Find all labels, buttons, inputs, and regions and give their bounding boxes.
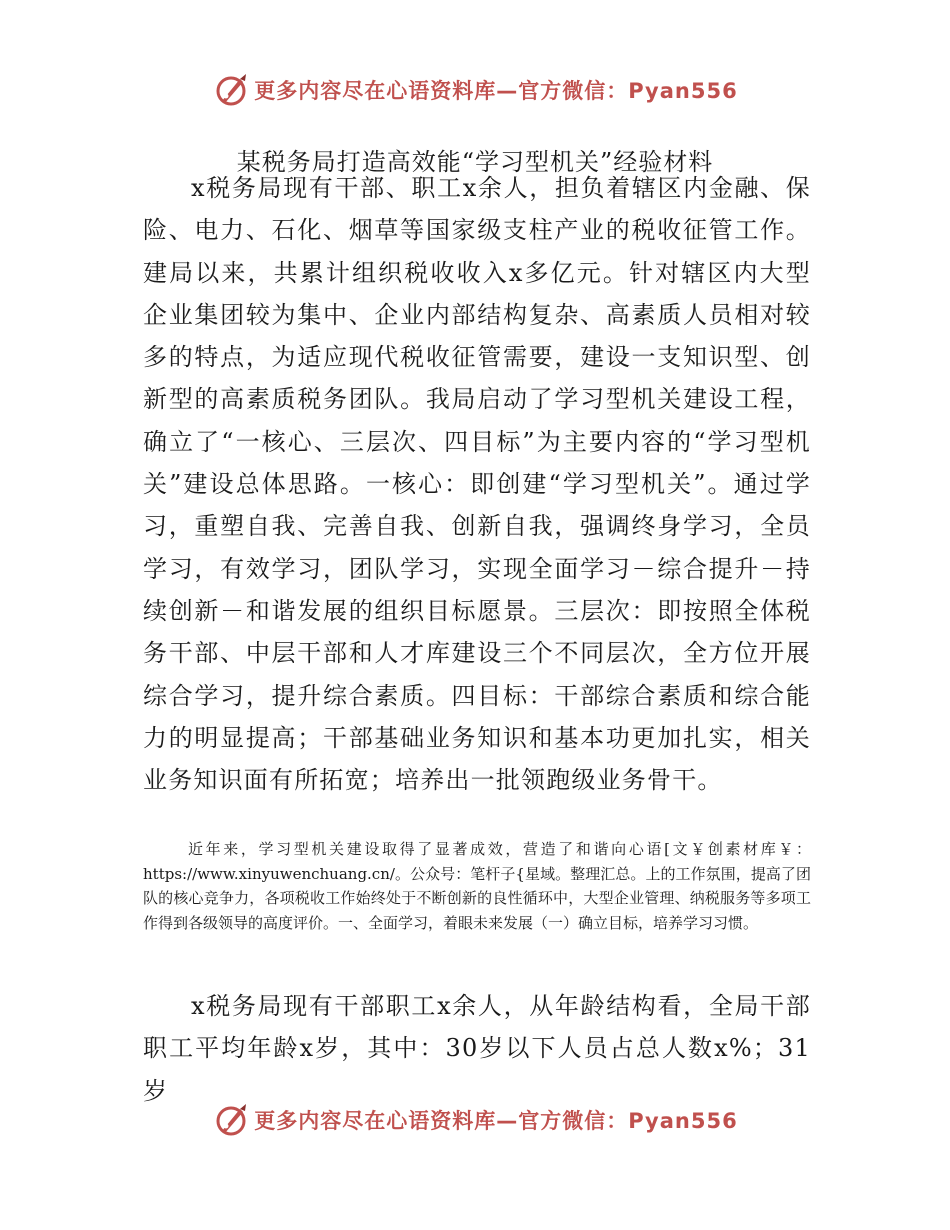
footer-banner-text: 更多内容尽在心语资料库—官方微信：Pyan556 [254, 1109, 738, 1133]
header-banner-text: 更多内容尽在心语资料库—官方微信：Pyan556 [254, 79, 738, 103]
paragraph-1: x税务局现有干部、职工x余人，担负着辖区内金融、保险、电力、石化、烟草等国家级支柱产业的税收征管工作。建局以来，共累计组织税收收入x多亿元。针对辖区内大型企业集团较为集中、企业内部结构复杂、高素质人员相对较多的特点，为适应现代税收征管需要，建设一支知识型、创新型的高素质税务团队。我局启动了学习型机关建设工程，确立了“一核心、三层次、四目标”为主要内容的“学习型机关”建设总体思路。一核心：即创建“学习型机关”。通过学习，重塑自我、完善自我、创新自我，强调终身学习，全员学习，有效学习，团队学习，实现全面学习－综合提升－持续创新－和谐发展的组织目标愿景。三层次：即按照全体税务干部、中层干部和人才库建设三个不同层次，全方位开展综合学习，提升综合素质。四目标：干部综合素质和综合能力的明显提高；干部基础业务知识和基本功更加扎实，相关业务知识面有所拓宽；培养出一批领跑级业务骨干。 [143, 174, 811, 795]
paragraph-2: 近年来，学习型机关建设取得了显著成效，营造了和谐向心语[文￥创素材库￥：https://www.xinyuwenchuang.cn/。公众号：笔杆子{星域。整理汇总。上的工作氛围，提高了团队的核心竞争力，各项税收工作始终处于不断创新的良性循环中，大型企业管理、纳税服务等多项工作得到各级领导的高度评价。一、全面学习，着眼未来发展（一）确立目标，培养学习习惯。 [143, 840, 811, 932]
document-title: 某税务局打造高效能“学习型机关”经验材料 [236, 148, 714, 176]
header-banner [0, 68, 950, 112]
footer-banner [0, 1098, 950, 1142]
quill-logo-icon [212, 1101, 250, 1139]
paragraph-3: x税务局现有干部职工x余人，从年龄结构看，全局干部职工平均年龄x岁，其中：30岁以下人员占总人数x%；31岁 [143, 992, 811, 1105]
quill-logo-icon [212, 71, 250, 109]
